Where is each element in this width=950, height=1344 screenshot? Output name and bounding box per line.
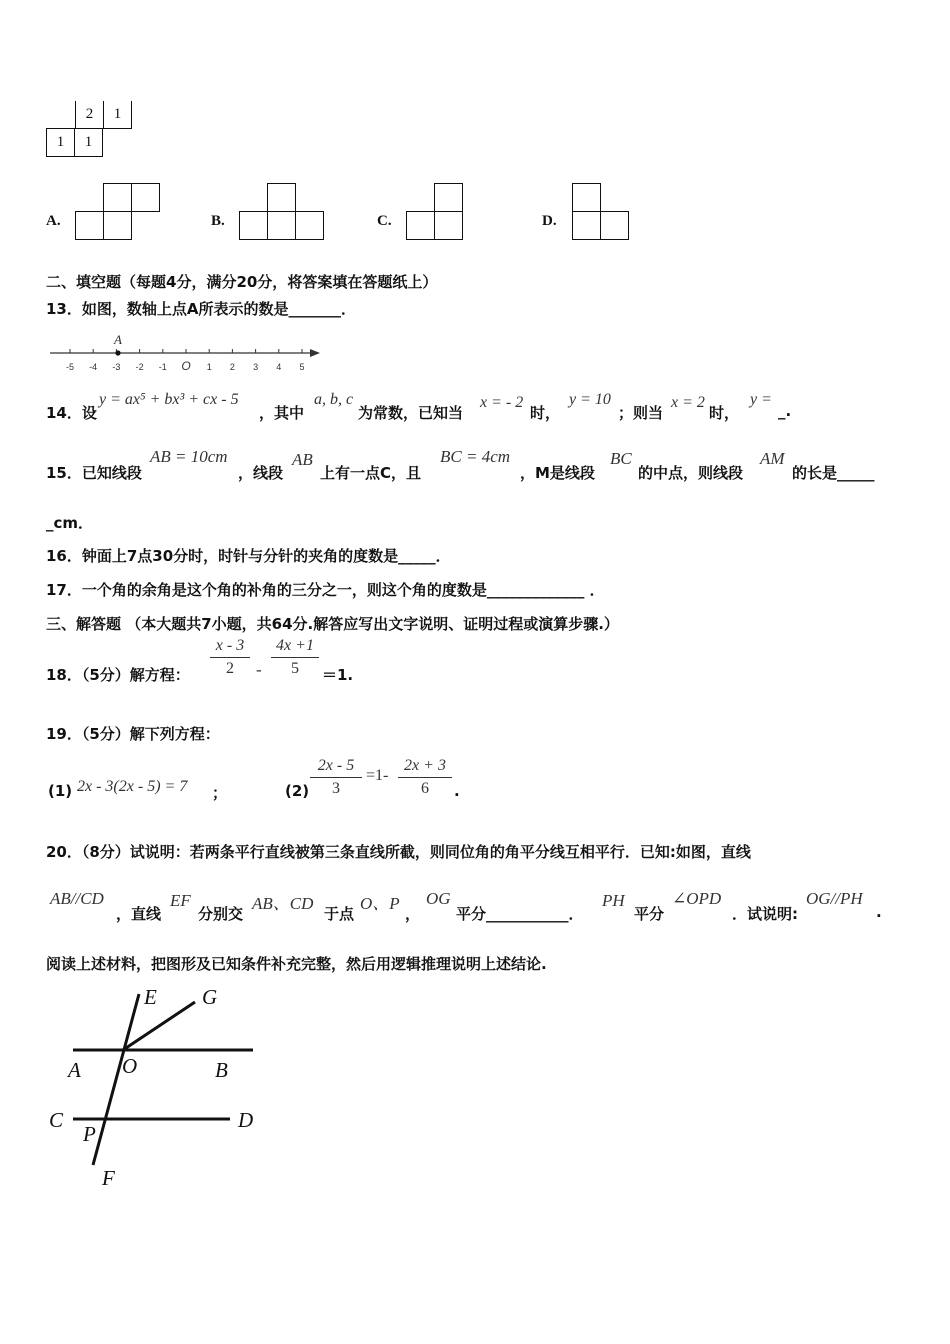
cube-square xyxy=(131,183,160,212)
tick-label: 2 xyxy=(229,362,235,372)
fraction xyxy=(398,757,452,798)
q20-t1: ，直线 xyxy=(116,905,162,923)
q20-angle: ∠OPD xyxy=(672,889,722,908)
numerator: 4x +1 xyxy=(276,637,314,654)
numerator: 2x + 3 xyxy=(404,757,446,774)
question-16: 16．钟面上7点30分时，时针与分针的夹角的度数是_____． xyxy=(46,547,451,565)
q18-minus: - xyxy=(256,660,262,679)
cube-square xyxy=(572,211,601,240)
q14-num: 14．设 xyxy=(46,404,97,422)
option-a-label: A. xyxy=(46,213,61,229)
q20-op: O、P xyxy=(360,894,400,913)
q20-ph: PH xyxy=(602,891,625,910)
label-f: F xyxy=(102,1166,115,1190)
grid-cell: 1 xyxy=(46,128,75,157)
q20-t7: ．试说明: xyxy=(732,905,798,923)
question-17: 17．一个角的余角是这个角的补角的三分之一，则这个角的度数是_____________ ． xyxy=(46,581,605,599)
q14-t5: 时， xyxy=(709,404,740,422)
q19-num: 19．（5分）解下列方程： xyxy=(46,725,220,743)
q15-t4: 的中点，则线段 xyxy=(638,464,744,482)
q14-expr: y = ax⁵ + bx³ + cx - 5 xyxy=(99,391,239,408)
cube-square xyxy=(103,211,132,240)
tick-label: O xyxy=(181,359,191,373)
q15-t1: ，线段 xyxy=(238,464,284,482)
option-b-label: B. xyxy=(211,213,225,229)
cube-square xyxy=(267,211,296,240)
label-a: A xyxy=(68,1058,81,1082)
label-e: E xyxy=(144,985,157,1009)
cube-square xyxy=(406,211,435,240)
tick-label: 3 xyxy=(253,362,259,372)
q20-og: OG xyxy=(426,889,451,908)
label-p: P xyxy=(83,1122,96,1146)
tick-label: 5 xyxy=(299,362,305,372)
cube-square xyxy=(75,211,104,240)
section-header: 二、填空题（每题4分，满分20分，将答案填在答题纸上） xyxy=(46,273,438,291)
label-g: G xyxy=(202,985,218,1009)
q19-eq1: 2x - 3(2x - 5) = 7 xyxy=(77,778,188,795)
cube-square xyxy=(239,211,268,240)
option-d-label: D. xyxy=(542,213,557,229)
label-o: O xyxy=(122,1054,138,1078)
q15-bc: BC = 4cm xyxy=(440,447,511,466)
q20-t8: . xyxy=(876,903,882,921)
grid-cell: 1 xyxy=(103,101,132,129)
q20-line3: 阅读上述材料，把图形及已知条件补充完整，然后用逻辑推理说明上述结论. xyxy=(46,955,547,973)
q14-t3: 时， xyxy=(530,404,561,422)
q20-t4: ， xyxy=(405,905,421,923)
q14-ask: y = xyxy=(750,391,772,408)
number-line xyxy=(46,333,326,375)
q19-end: . xyxy=(454,782,460,800)
fraction xyxy=(271,637,319,678)
q18-rhs: ＝1. xyxy=(322,666,354,684)
label-d: D xyxy=(238,1108,254,1132)
denominator: 2 xyxy=(226,660,234,677)
q14-t6: _. xyxy=(778,402,792,420)
denominator: 3 xyxy=(332,780,340,797)
q20-t6: 平分 xyxy=(634,905,665,923)
cube-square xyxy=(103,183,132,212)
q15-num: 15．已知线段 xyxy=(46,464,142,482)
q14-cond1: x = - 2 xyxy=(480,394,524,411)
q20-t3: 于点 xyxy=(324,905,355,923)
question-13: 13．如图，数轴上点A所表示的数是_______． xyxy=(46,300,356,318)
q15-ab2: AB xyxy=(292,450,313,469)
q20-ef: EF xyxy=(170,891,191,910)
q18-num: 18．（5分）解方程： xyxy=(46,666,190,684)
q14-consts: a, b, c xyxy=(314,391,354,408)
q15-am: AM xyxy=(760,449,785,468)
cube-square xyxy=(434,183,463,212)
q15-t2: 上有一点C，且 xyxy=(320,464,422,482)
q20-abcd: AB、CD xyxy=(252,894,314,913)
q19-semi: ； xyxy=(212,784,228,802)
parallel-lines-figure xyxy=(40,982,280,1192)
fraction xyxy=(210,637,250,678)
numerator: 2x - 5 xyxy=(317,757,355,774)
point-a xyxy=(115,350,120,355)
grid-cell: 1 xyxy=(74,128,103,157)
q14-t1: ，其中 xyxy=(259,404,305,422)
q14-t2: 为常数，已知当 xyxy=(358,404,464,422)
label-c: C xyxy=(49,1108,64,1132)
q20-t2: 分别交 xyxy=(198,905,244,923)
q15-bc2: BC xyxy=(610,449,632,468)
tick-label: 1 xyxy=(206,362,212,372)
point-a-label: A xyxy=(114,333,122,347)
tick-label: -4 xyxy=(89,362,98,372)
fraction xyxy=(310,757,362,798)
tick-label: -2 xyxy=(135,362,144,372)
cube-square xyxy=(295,211,324,240)
label-b: B xyxy=(215,1058,228,1082)
arrow-icon xyxy=(310,349,320,357)
option-c-label: C. xyxy=(377,213,392,229)
tick-label: 4 xyxy=(276,362,282,372)
q20-line1: 20．（8分）试说明：若两条平行直线被第三条直线所截，则同位角的角平分线互相平行．已知:如图，直线 xyxy=(46,843,751,861)
tick-label: -3 xyxy=(112,362,121,372)
cube-square xyxy=(434,211,463,240)
cube-square xyxy=(267,183,296,212)
q20-ogph: OG//PH xyxy=(806,889,863,908)
line-ef xyxy=(93,994,139,1165)
q20-t5: 平分___________． xyxy=(456,905,584,923)
q14-t4: ；则当 xyxy=(618,404,664,422)
q14-cond3: x = 2 xyxy=(671,394,705,411)
grid-cell: 2 xyxy=(75,101,104,129)
q19-mid: =1- xyxy=(366,767,389,784)
q15-t3: ，M是线段 xyxy=(520,464,595,482)
q19-part2: (2) xyxy=(285,782,310,800)
q14-cond2: y = 10 xyxy=(569,391,611,408)
q15-t6: _cm． xyxy=(46,514,94,532)
q19-part1: (1) xyxy=(48,782,73,800)
denominator: 5 xyxy=(291,660,299,677)
denominator: 6 xyxy=(421,780,429,797)
q20-ab: AB//CD xyxy=(50,889,104,908)
cube-square xyxy=(600,211,629,240)
section-header: 三、解答题 （本大题共7小题，共64分.解答应写出文字说明、证明过程或演算步骤.） xyxy=(46,615,619,633)
tick-label: -1 xyxy=(158,362,167,372)
cube-square xyxy=(572,183,601,212)
q15-ab: AB = 10cm xyxy=(150,447,228,466)
tick-label: -5 xyxy=(65,362,75,372)
numerator: x - 3 xyxy=(215,637,245,654)
q15-t5: 的长是_____ xyxy=(792,464,875,482)
